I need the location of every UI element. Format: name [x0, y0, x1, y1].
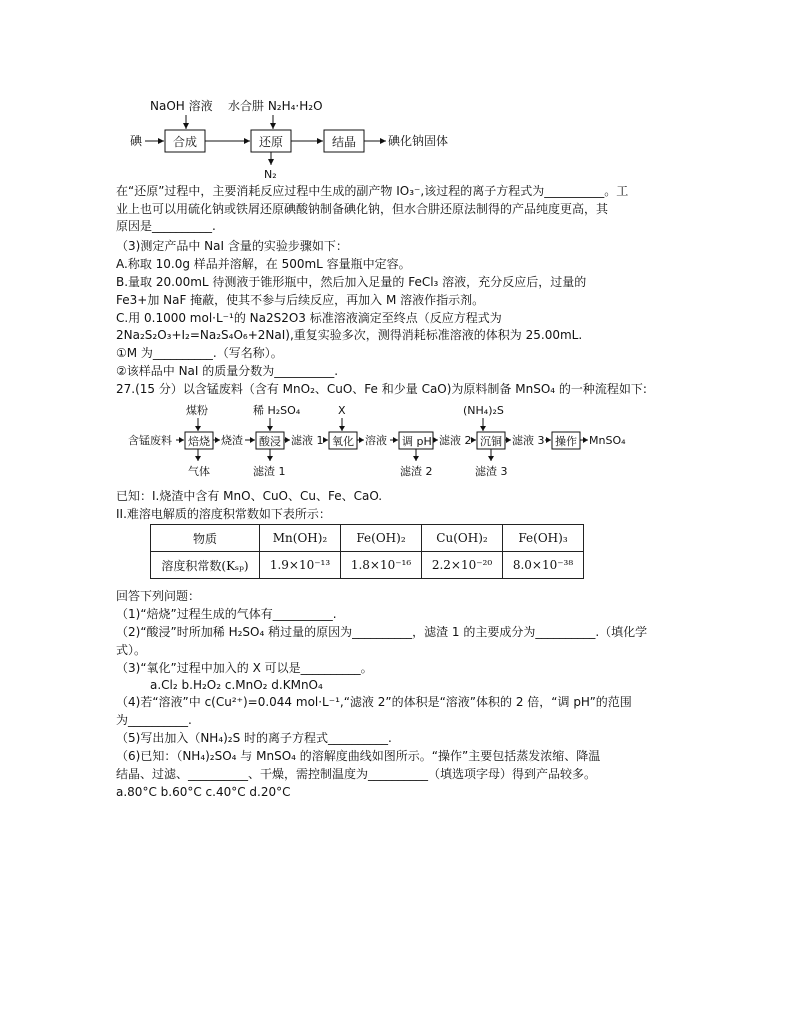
- step-operation: 操作: [555, 435, 577, 448]
- question-5: （5)写出加入（NH₄)₂S 时的离子方程式__________.: [116, 731, 392, 745]
- ksp-header-cell: Fe(OH)₃: [503, 525, 584, 552]
- reagent-naoh: NaOH 溶液: [150, 99, 213, 113]
- ksp-row-label: 溶度积常数(Kₛₚ): [151, 552, 260, 579]
- step-cu-precip: 沉铜: [480, 435, 502, 448]
- input-iodine: 碘: [130, 134, 143, 148]
- text-line-4: （3)测定产品中 NaI 含量的实验步骤如下：: [116, 239, 348, 253]
- step-adjust-ph: 调 pH: [402, 435, 432, 448]
- question-27-intro: 27.(15 分）以含锰废料（含有 MnO₂、CuO、Fe 和少量 CaO)为原料制备 MnSO₄ 的一种流程如下:: [116, 382, 647, 396]
- intermediate-slag: 烧渣: [221, 434, 243, 447]
- output-mnso4: MnSO₄: [589, 434, 626, 447]
- reagent-nh4-2s: (NH₄)₂S: [463, 404, 504, 417]
- input-mn-waste: 含锰废料: [128, 434, 172, 447]
- nai-process-flow: [118, 92, 463, 182]
- ksp-header-row: [151, 525, 584, 552]
- byproduct-residue-2: 滤渣 2: [400, 465, 433, 478]
- known-2: II.难溶电解质的溶度积常数如下表所示：: [116, 507, 331, 521]
- ksp-value-cell: 8.0×10⁻³⁸: [503, 552, 584, 579]
- question-4a: （4)若“溶液”中 c(Cu²⁺)=0.044 mol·L⁻¹,“滤液 2”的体积是“溶液”体积的 2 倍，“调 pH”的范围: [116, 695, 632, 709]
- question-4b: 为__________.: [116, 713, 192, 727]
- ksp-value-cell: 2.2×10⁻²⁰: [422, 552, 503, 579]
- text-line-5: A.称取 10.0g 样品并溶解，在 500mL 容量瓶中定容。: [116, 257, 411, 271]
- ksp-header-cell: Cu(OH)₂: [422, 525, 503, 552]
- step-oxidation: 氧化: [332, 435, 354, 448]
- text-line-7: Fe3+加 NaF 掩蔽，使其不参与后续反应，再加入 M 溶液作指示剂。: [116, 293, 485, 307]
- ksp-header-cell: 物质: [151, 525, 260, 552]
- question-6a: （6)已知：（NH₄)₂SO₄ 与 MnSO₄ 的溶解度曲线如图所示。“操作”主要包括蒸发浓缩、降温: [116, 749, 601, 763]
- question-6-options: a.80°C b.60°C c.40°C d.20°C: [116, 785, 291, 799]
- ksp-value-row: [151, 552, 584, 579]
- byproduct-n2: N₂: [264, 168, 277, 181]
- step-roast: 焙烧: [188, 435, 210, 448]
- text-line-6: B.量取 20.00mL 待测液于锥形瓶中，然后加入足量的 FeCl₃ 溶液，充分反应后，过量的: [116, 275, 587, 289]
- reagent-hydrazine: 水合肼 N₂H₄·H₂O: [228, 99, 323, 113]
- ksp-value-cell: 1.8×10⁻¹⁶: [341, 552, 422, 579]
- step-reduction: 还原: [259, 135, 284, 149]
- text-line-11: ②该样品中 NaI 的质量分数为__________.: [116, 364, 339, 378]
- ksp-header-cell: Fe(OH)₂: [341, 525, 422, 552]
- text-line-9: 2Na₂S₂O₃+I₂=Na₂S₄O₆+2NaI),重复实验多次，测得消耗标准溶液的体积为 25.00mL.: [116, 328, 583, 342]
- question-2b: 式）。: [116, 643, 147, 657]
- intermediate-solution: 溶液: [365, 434, 387, 447]
- step-crystallization: 结晶: [332, 135, 357, 149]
- reagent-h2so4: 稀 H₂SO₄: [253, 404, 301, 417]
- question-3-options: a.Cl₂ b.H₂O₂ c.MnO₂ d.KMnO₄: [150, 678, 323, 692]
- byproduct-residue-1: 滤渣 1: [253, 465, 286, 478]
- question-1: （1)“焙烧”过程生成的气体有__________.: [116, 607, 337, 621]
- text-line-10: ①M 为__________.（写名称）。: [116, 346, 283, 360]
- step-synthesis: 合成: [173, 135, 198, 149]
- intermediate-filtrate-3: 滤液 3: [512, 434, 545, 447]
- reagent-x: X: [338, 404, 346, 417]
- text-line-8: C.用 0.1000 mol·L⁻¹的 Na2S2O3 标准溶液滴定至终点（反应方程式为: [116, 311, 502, 325]
- questions-intro: 回答下列问题：: [116, 589, 201, 603]
- intermediate-filtrate-2: 滤液 2: [439, 434, 472, 447]
- output-nai: 碘化钠固体: [388, 134, 449, 148]
- text-line-3: 原因是__________.: [116, 219, 216, 233]
- text-line-1: 在“还原”过程中，主要消耗反应过程中生成的副产物 IO₃⁻,该过程的离子方程式为__________。工: [116, 184, 629, 198]
- ksp-table: [150, 524, 584, 579]
- reagent-coal: 煤粉: [186, 404, 208, 417]
- step-acid-leach: 酸浸: [259, 435, 281, 448]
- text-line-2: 业上也可以用硫化钠或铁屑还原碘酸钠制备碘化钠，但水合肼还原法制得的产品纯度更高，其: [116, 202, 609, 216]
- question-3: （3)“氧化”过程中加入的 X 可以是__________。: [116, 661, 373, 675]
- byproduct-gas: 气体: [188, 465, 210, 478]
- intermediate-filtrate-1: 滤液 1: [291, 434, 324, 447]
- ksp-header-cell: Mn(OH)₂: [260, 525, 341, 552]
- ksp-value-cell: 1.9×10⁻¹³: [260, 552, 341, 579]
- question-2a: （2)“酸浸”时所加稀 H₂SO₄ 稍过量的原因为__________，滤渣 1 的主要成分为__________.（填化学: [116, 625, 648, 639]
- mnso4-process-flow: [118, 400, 678, 485]
- byproduct-residue-3: 滤渣 3: [475, 465, 508, 478]
- question-6b: 结晶、过滤、__________、干燥，需控制温度为__________（填选项字母）得到产品较多。: [116, 767, 597, 781]
- known-1: 已知：I.烧渣中含有 MnO、CuO、Cu、Fe、CaO.: [116, 489, 383, 503]
